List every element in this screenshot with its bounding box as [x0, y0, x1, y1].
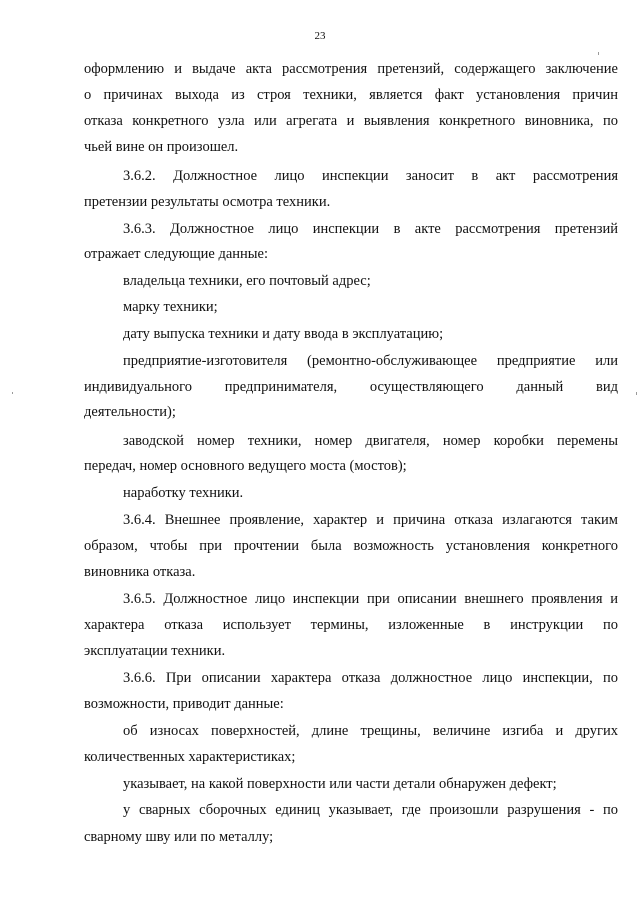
text-line: эксплуатации техники. [84, 643, 226, 659]
text-line: заводской номер техники, номер двигателя, номер коробки перемены [123, 433, 618, 449]
text-line: 3.6.6. При описании характера отказа должностное лицо инспекции, по [123, 670, 618, 686]
scan-speck [12, 392, 13, 394]
text-line: чьей вине он произошел. [84, 139, 239, 155]
text-line: отказа конкретного узла или агрегата и выявления конкретного виновника, по [84, 113, 618, 129]
text-line: деятельности); [84, 404, 176, 420]
text-line: претензии результаты осмотра техники. [84, 194, 331, 210]
text-line: передач, номер основного ведущего моста (мостов); [84, 458, 407, 474]
text-line: марку техники; [123, 299, 218, 315]
text-line: 3.6.3. Должностное лицо инспекции в акте рассмотрения претензий [123, 221, 618, 237]
text-line: индивидуального предпринимателя, осуществляющего данный вид [84, 379, 618, 395]
scan-speck [636, 392, 637, 395]
text-line: характера отказа использует термины, изложенные в инструкции по [84, 617, 618, 633]
text-line: 3.6.5. Должностное лицо инспекции при описании внешнего проявления и [123, 591, 618, 607]
text-line: наработку техники. [123, 485, 244, 501]
text-line: владельца техники, его почтовый адрес; [123, 273, 371, 289]
text-line: образом, чтобы при прочтении была возможность установления конкретного [84, 538, 618, 554]
text-line: у сварных сборочных единиц указывает, где произошли разрушения - по [123, 802, 618, 818]
text-line: сварному шву или по металлу; [84, 829, 274, 845]
text-line: виновника отказа. [84, 564, 196, 580]
text-line: возможности, приводит данные: [84, 696, 284, 712]
page-number: 23 [314, 30, 326, 42]
text-line: об износах поверхностей, длине трещины, величине изгиба и других [123, 723, 618, 739]
scan-speck [598, 52, 599, 55]
text-line: 3.6.4. Внешнее проявление, характер и причина отказа излагаются таким [123, 512, 618, 528]
text-line: оформлению и выдаче акта рассмотрения претензий, содержащего заключение [84, 61, 618, 77]
text-line: о причинах выхода из строя техники, является факт установления причин [84, 87, 618, 103]
text-line: количественных характеристиках; [84, 749, 296, 765]
text-line: 3.6.2. Должностное лицо инспекции заносит в акт рассмотрения [123, 168, 618, 184]
text-line: отражает следующие данные: [84, 246, 269, 262]
text-line: предприятие-изготовителя (ремонтно-обслуживающее предприятие или [123, 353, 618, 369]
text-line: дату выпуска техники и дату ввода в эксплуатацию; [123, 326, 444, 342]
text-line: указывает, на какой поверхности или части детали обнаружен дефект; [123, 776, 557, 792]
